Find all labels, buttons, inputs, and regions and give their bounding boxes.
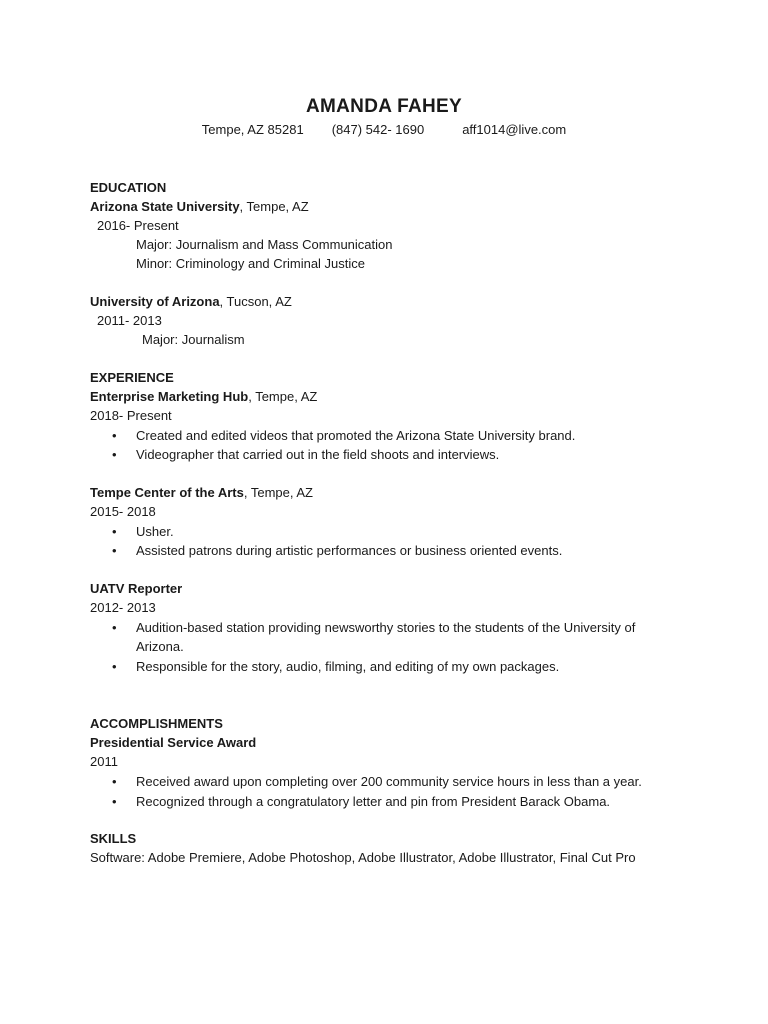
- org-name: Enterprise Marketing Hub: [90, 389, 249, 404]
- skills-heading: SKILLS: [90, 831, 137, 846]
- education-detail: Major: Journalism: [142, 332, 245, 347]
- bullet-icon: •: [112, 447, 117, 462]
- education-heading: EDUCATION: [90, 180, 167, 195]
- contact-location: Tempe, AZ 85281: [201, 122, 304, 137]
- education-entry-title: [90, 292, 292, 311]
- experience-entry-title: [90, 483, 313, 502]
- contact-email: aff1014@live.com: [462, 122, 567, 137]
- bullet-text: Received award upon completing over 200 community service hours in less than a year.: [136, 774, 642, 789]
- org-name: Tempe Center of the Arts: [90, 485, 244, 500]
- bullet-text: Created and edited videos that promoted the Arizona State University brand.: [136, 428, 576, 443]
- bullet-icon: •: [112, 794, 117, 809]
- education-entry-title: [90, 197, 309, 216]
- bullet-text: Usher.: [136, 524, 174, 539]
- school-name: University of Arizona: [90, 294, 220, 309]
- bullet-icon: •: [112, 659, 117, 674]
- bullet-text-continued: Arizona.: [136, 639, 184, 654]
- experience-entry-title: [90, 579, 182, 598]
- org-place: , Tempe, AZ: [248, 389, 318, 404]
- experience-dates: 2012- 2013: [90, 600, 156, 615]
- bullet-icon: •: [112, 524, 117, 539]
- contact-line: [0, 122, 768, 137]
- bullet-icon: •: [112, 620, 117, 635]
- bullet-icon: •: [112, 774, 117, 789]
- award-title: Presidential Service Award: [90, 735, 257, 750]
- bullet-text: Audition-based station providing newsworthy stories to the students of the University of: [136, 620, 636, 635]
- bullet-text: Videographer that carried out in the field shoots and interviews.: [136, 447, 500, 462]
- award-year: 2011: [90, 754, 118, 769]
- bullet-text: Assisted patrons during artistic performances or business oriented events.: [136, 543, 563, 558]
- accomplishments-heading: ACCOMPLISHMENTS: [90, 716, 223, 731]
- candidate-name: AMANDA FAHEY: [306, 96, 462, 117]
- education-dates: 2016- Present: [97, 218, 179, 233]
- bullet-icon: •: [112, 428, 117, 443]
- education-detail: Minor: Criminology and Criminal Justice: [136, 256, 366, 271]
- experience-dates: 2015- 2018: [90, 504, 156, 519]
- bullet-icon: •: [112, 543, 117, 558]
- contact-phone: (847) 542- 1690: [331, 122, 425, 137]
- experience-dates: 2018- Present: [90, 408, 172, 423]
- school-name: Arizona State University: [90, 199, 240, 214]
- bullet-text: Responsible for the story, audio, filming, and editing of my own packages.: [136, 659, 560, 674]
- org-place: , Tempe, AZ: [243, 485, 313, 500]
- school-place: , Tucson, AZ: [219, 294, 292, 309]
- experience-entry-title: [90, 387, 317, 406]
- bullet-text: Recognized through a congratulatory letter and pin from President Barack Obama.: [136, 794, 611, 809]
- experience-heading: EXPERIENCE: [90, 370, 174, 385]
- school-place: , Tempe, AZ: [239, 199, 309, 214]
- education-detail: Major: Journalism and Mass Communication: [136, 237, 393, 252]
- skills-text: Software: Adobe Premiere, Adobe Photoshop, Adobe Illustrator, Adobe Illustrator, Final Cut Pro: [90, 850, 636, 865]
- education-dates: 2011- 2013: [97, 313, 162, 328]
- org-name: UATV Reporter: [90, 581, 183, 596]
